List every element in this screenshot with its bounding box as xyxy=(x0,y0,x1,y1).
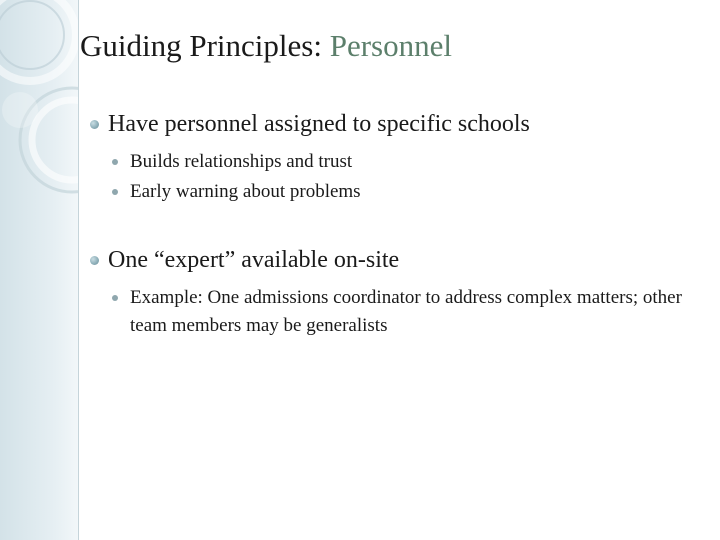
bullet-icon xyxy=(90,120,99,129)
bullet-item xyxy=(90,244,700,276)
subbullet-text: Example: One admissions coordinator to address complex matters; other team members may be generalists xyxy=(130,287,682,336)
subbullet-icon xyxy=(112,295,118,301)
decorative-side-band xyxy=(0,0,79,540)
bullet-icon xyxy=(90,256,99,265)
slide-title-accent: Personnel xyxy=(329,28,452,63)
subbullet-item xyxy=(90,178,700,206)
subbullet-icon xyxy=(112,159,118,165)
bullet-item xyxy=(90,108,700,140)
slide-title xyxy=(80,26,452,66)
subbullet-icon xyxy=(112,189,118,195)
bullet-text: One “expert” available on-site xyxy=(108,247,400,273)
subbullet-text: Early warning about problems xyxy=(130,181,361,202)
slide-content xyxy=(90,108,700,340)
subbullet-item xyxy=(90,148,700,176)
subbullet-text: Builds relationships and trust xyxy=(130,151,353,172)
decorative-circles xyxy=(0,0,78,540)
slide-title-prefix: Guiding Principles: xyxy=(80,28,330,63)
bullet-text: Have personnel assigned to specific schools xyxy=(108,111,530,137)
subbullet-item xyxy=(90,284,700,340)
